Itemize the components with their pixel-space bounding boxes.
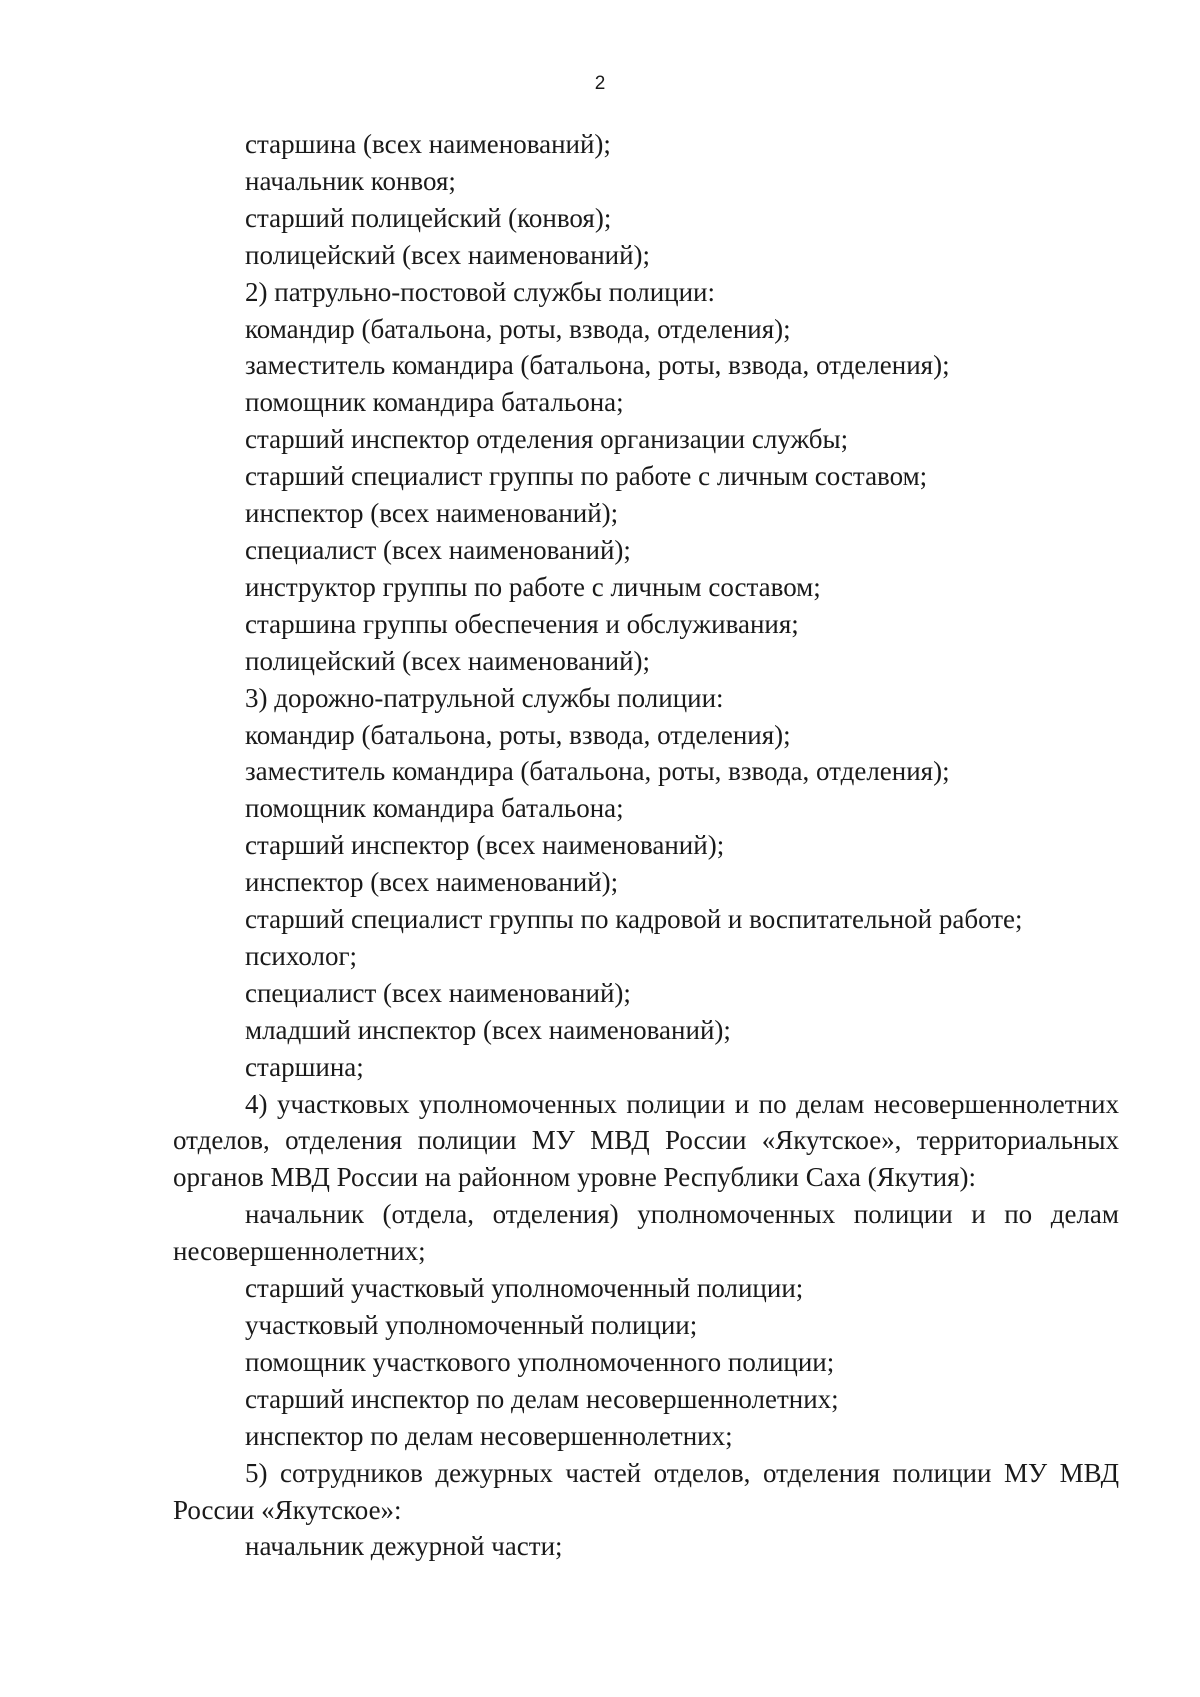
- list-line: старший инспектор по делам несовершеннолетних;: [245, 1383, 839, 1414]
- list-line: инспектор (всех наименований);: [245, 867, 619, 898]
- list-line: инспектор (всех наименований);: [245, 498, 619, 529]
- list-line: старшина;: [245, 1051, 364, 1082]
- list-line: командир (батальона, роты, взвода, отделения);: [245, 719, 791, 750]
- list-line: старший участковый уполномоченный полиции;: [245, 1273, 804, 1304]
- list-line: помощник участкового уполномоченного полиции;: [245, 1346, 835, 1377]
- list-line: начальник дежурной части;: [245, 1531, 563, 1562]
- list-line: инструктор группы по работе с личным составом;: [245, 571, 821, 602]
- page-number: 2: [594, 73, 606, 94]
- list-line: младший инспектор (всех наименований);: [245, 1014, 731, 1045]
- section-heading-5: 5) сотрудников дежурных частей отделов, отделения полиции МУ МВД России «Якутское»:: [173, 1457, 1119, 1525]
- list-line: старший инспектор отделения организации службы;: [245, 424, 849, 455]
- list-line: старшина (всех наименований);: [245, 129, 611, 159]
- section-heading-2: 2) патрульно-постовой службы полиции:: [245, 276, 715, 307]
- list-line: заместитель командира (батальона, роты, взвода, отделения);: [245, 350, 950, 381]
- document-body: [173, 126, 1119, 1565]
- section-heading-4: 4) участковых уполномоченных полиции и по делам несовершеннолетних отделов, отделения полиции МУ МВД России «Якутское», территориальных органов МВД России на районном уровне Республики Саха (Якутия):: [173, 1088, 1119, 1193]
- list-line: участковый уполномоченный полиции;: [245, 1310, 698, 1340]
- list-line: заместитель командира (батальона, роты, взвода, отделения);: [245, 756, 950, 787]
- list-line: помощник командира батальона;: [245, 793, 624, 824]
- list-line: помощник командира батальона;: [245, 387, 624, 418]
- paragraph-chief: начальник (отдела, отделения) уполномоченных полиции и по делам несовершеннолетних;: [173, 1199, 1119, 1267]
- list-line: старший специалист группы по кадровой и воспитательной работе;: [245, 904, 1023, 935]
- list-line: специалист (всех наименований);: [245, 534, 631, 565]
- list-line: старшина группы обеспечения и обслуживания;: [245, 608, 799, 639]
- list-line: специалист (всех наименований);: [245, 977, 631, 1008]
- list-line: полицейский (всех наименований);: [245, 239, 651, 270]
- list-line: начальник конвоя;: [245, 165, 456, 196]
- list-line: старший инспектор (всех наименований);: [245, 830, 725, 861]
- section-heading-3: 3) дорожно-патрульной службы полиции:: [245, 682, 724, 713]
- list-line: старший полицейский (конвоя);: [245, 202, 612, 233]
- list-line: старший специалист группы по работе с личным составом;: [245, 461, 928, 492]
- list-line: инспектор по делам несовершеннолетних;: [245, 1420, 733, 1451]
- list-line: психолог;: [245, 940, 358, 971]
- list-line: командир (батальона, роты, взвода, отделения);: [245, 313, 791, 344]
- list-line: полицейский (всех наименований);: [245, 645, 651, 676]
